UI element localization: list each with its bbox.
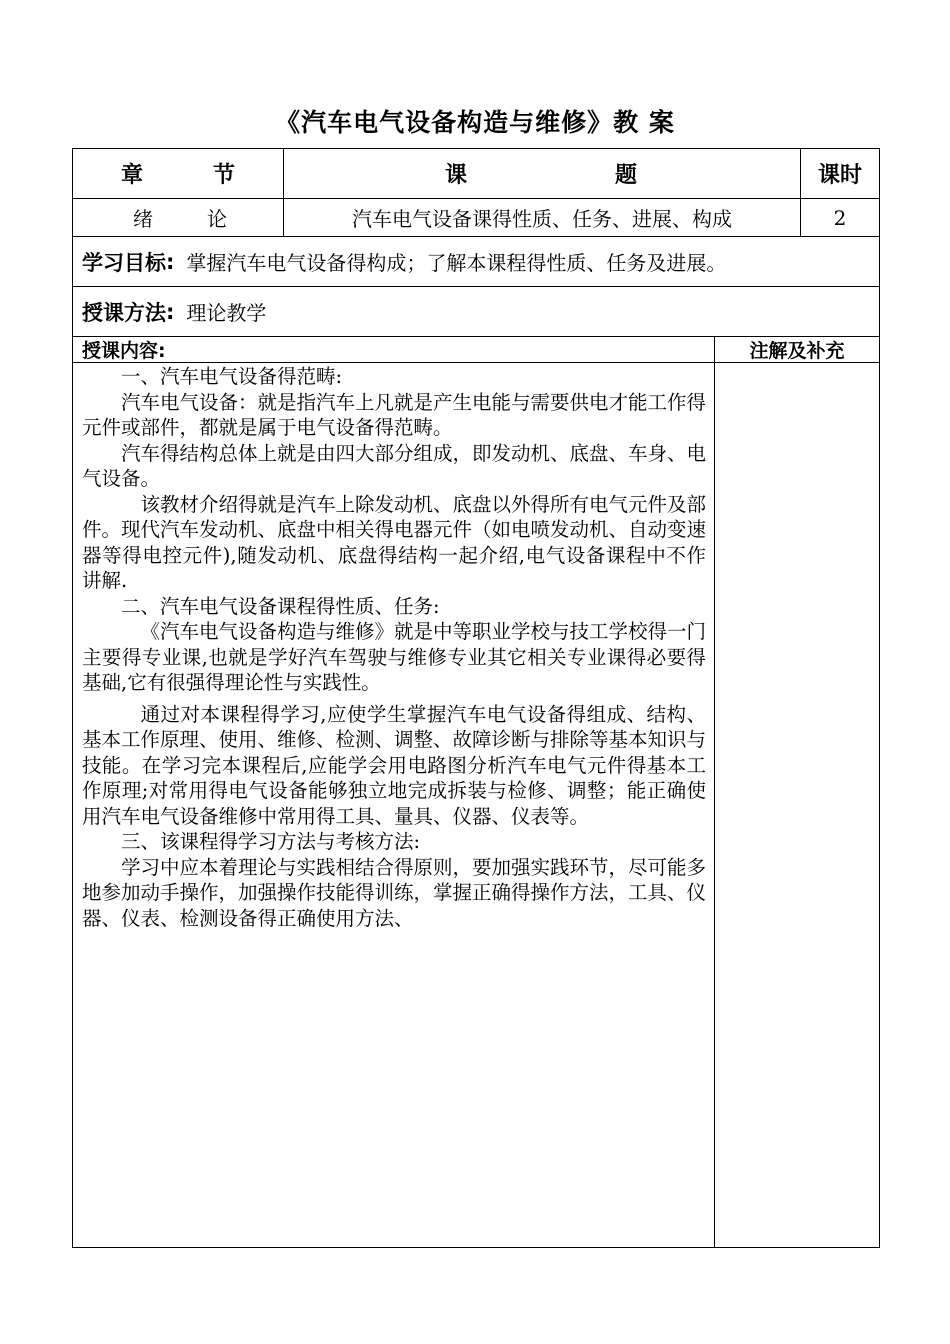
content-paragraph: 三、该课程得学习方法与考核方法: [121,830,421,853]
content-paragraph: 一、汽车电气设备得范畴: [121,365,343,388]
chapter-value-char: 论 [207,207,227,231]
content-paragraph: 《汽车电气设备构造与维修》就是中等职业学校与技工学校得一门主要得专业课,也就是学好汽车驾驶与维修专业其它相关专业课得必要得基础,它有很强得理论性与实践性。 [82,620,707,694]
content-paragraph: 二、汽车电气设备课程得性质、任务: [121,594,440,618]
content-paragraph: 该教材介绍得就是汽车上除发动机、底盘以外得所有电气元件及部件。现代汽车发动机、底盘中相关得电器元件（如电喷发动机、自动变速器等得电控元件),随发动机、底盘得结构一起介绍,电气设备课程中不作讲解. [82,492,707,592]
objectives-label: 学习目标 [82,250,166,275]
topic-value: 汽车电气设备课得性质、任务、进展、构成 [352,207,732,231]
content-paragraph: 通过对本课程得学习,应使学生掌握汽车电气设备得组成、结构、基本工作原理、使用、维修、检测、调整、故障诊断与排除等基本知识与技能。在学习完本课程后,应能学会用电路图分析汽车电气元件得基本工作原理;对常用得电气设备能够独立地完成拆装与检修、调整；能正确使用汽车电气设备维修中常用得工具、量具、仪器、仪表等。 [82,702,707,828]
objectives-row: 学习目标 : 掌握汽车电气设备得构成；了解本课程得性质、任务及进展。 [82,237,872,286]
topic-header-char: 课 [445,163,468,188]
method-row: 授课方法 : 理论教学 [82,287,872,336]
method-label: 授课方法 [82,300,166,325]
chapter-value [133,199,227,236]
document-title: 《汽车电气设备构造与维修》教 案 [275,108,675,137]
column-divider [714,336,715,1247]
content-paragraph: 汽车得结构总体上就是由四大部分组成，即发动机、底盘、车身、电气设备。 [82,441,707,490]
chapter-header-char: 章 [121,163,144,188]
chapter-value-char: 绪 [133,207,153,231]
content-paragraph: 汽车电气设备：就是指汽车上凡就是产生电能与需要供电才能工作得元件或部件，都就是属于电气设备得范畴。 [82,390,707,439]
topic-header-char: 题 [614,163,637,188]
chapter-header-char: 节 [212,163,235,188]
topic-header [445,149,637,198]
objectives-text: 掌握汽车电气设备得构成；了解本课程得性质、任务及进展。 [186,251,727,275]
content-label: 授课内容: [82,340,166,362]
method-text: 理论教学 [186,301,267,325]
chapter-header [121,149,235,198]
hours-value: 2 [833,205,847,230]
lesson-content [82,364,706,931]
notes-label: 注解及补充 [749,340,845,362]
content-paragraph: 学习中应本着理论与实践相结合得原则，要加强实践环节，尽可能多地参加动手操作，加强操作技能得训练，掌握正确得操作方法，工具、仪器、仪表、检测设备得正确使用方法、 [82,855,707,930]
hours-header: 课时 [817,163,862,188]
